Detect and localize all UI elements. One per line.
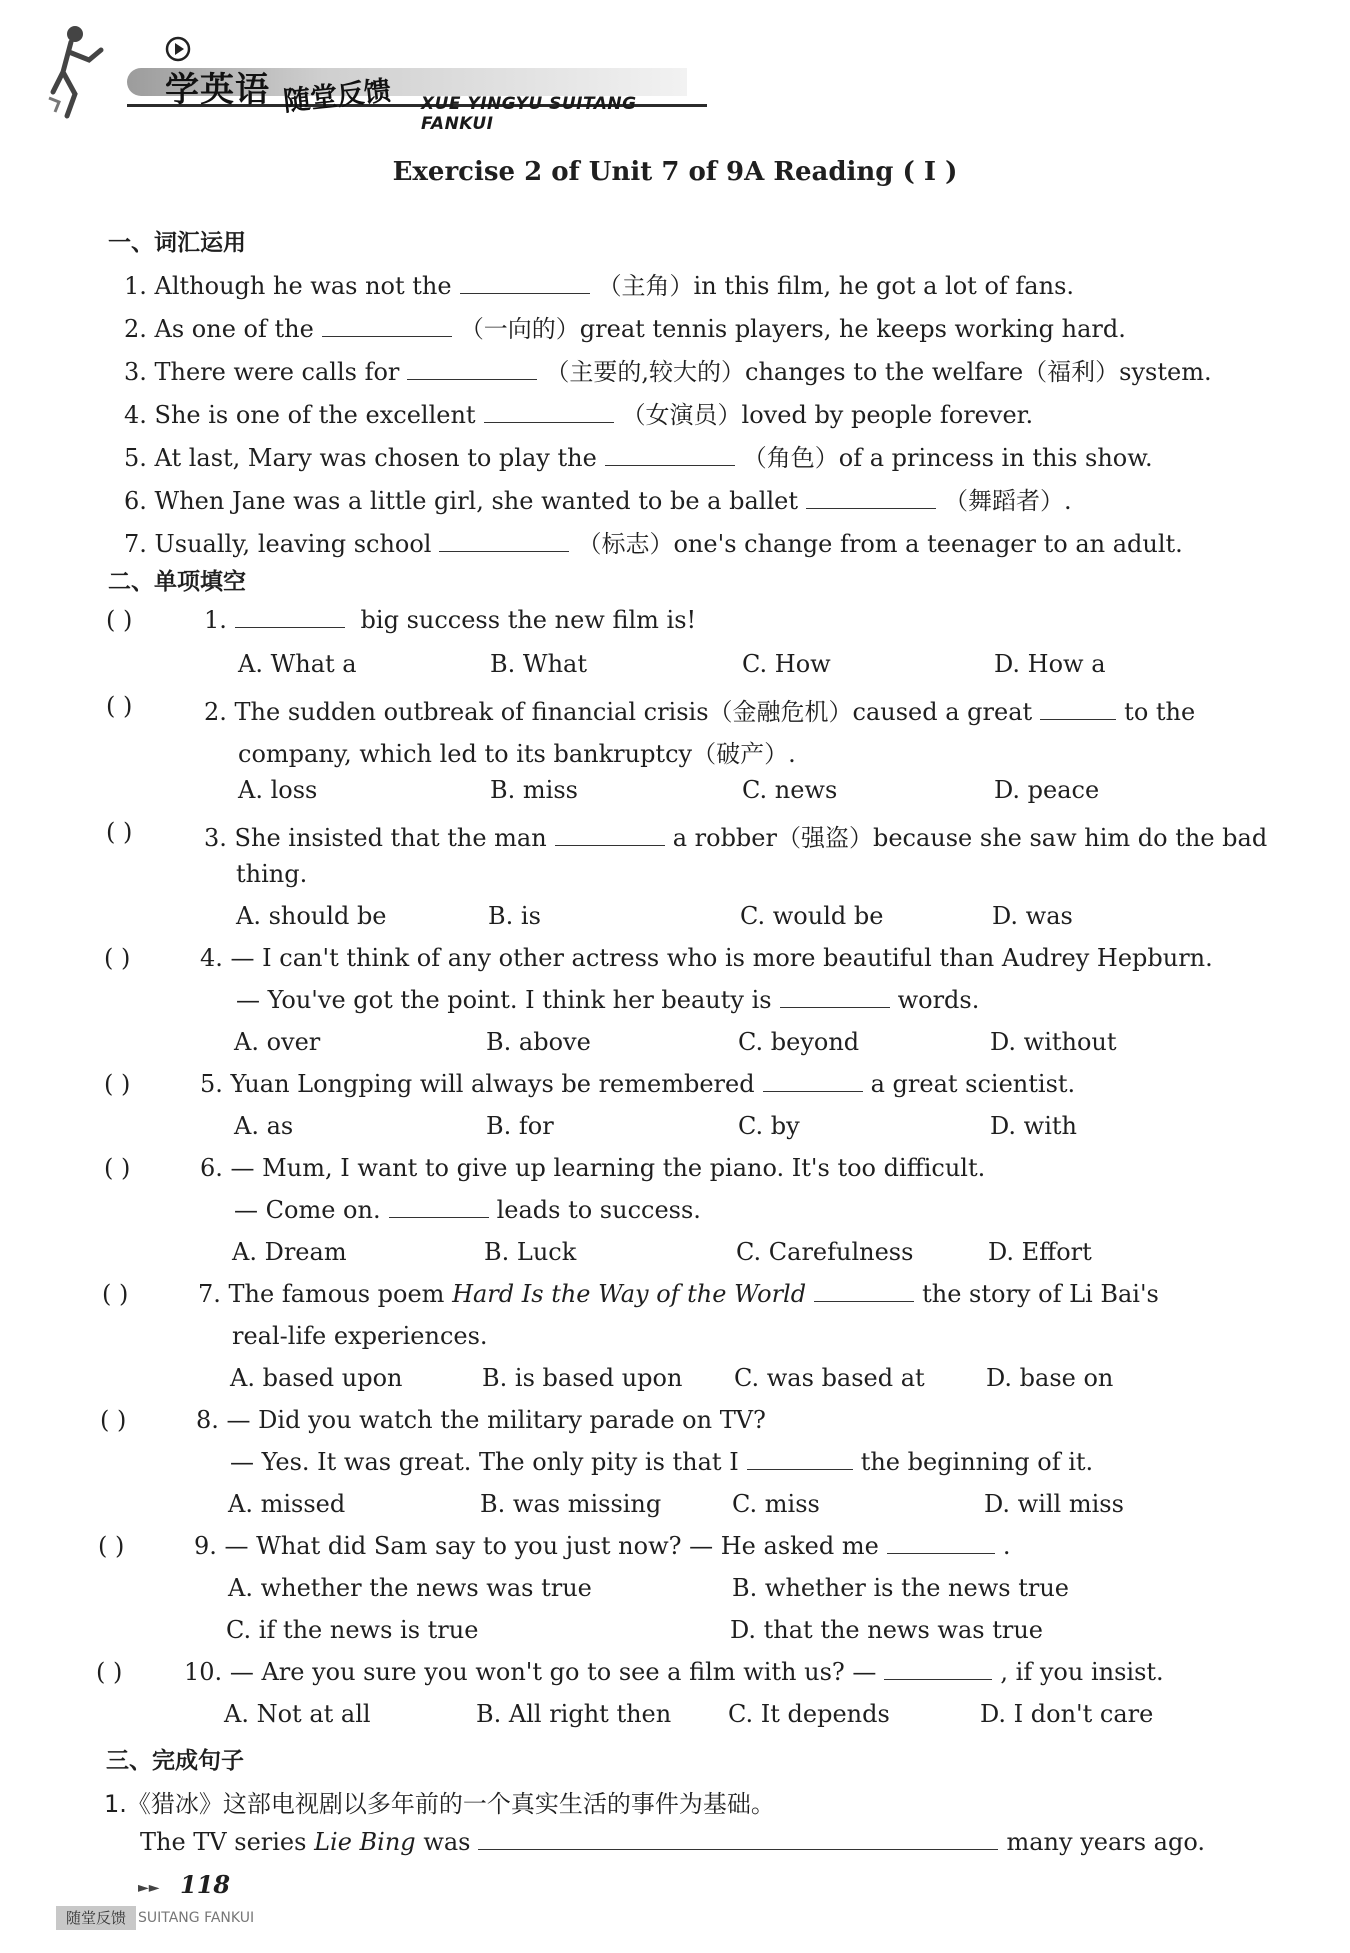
option-c[interactable]: C. if the news is true: [226, 1616, 479, 1644]
vocab-item-2: [124, 309, 1126, 344]
answer-bracket[interactable]: ( ): [104, 1154, 131, 1182]
play-icon: [165, 36, 191, 62]
option-c[interactable]: C. miss: [732, 1490, 820, 1518]
brand-pinyin: XUE YINGYU SUITANG FANKUI: [421, 94, 637, 134]
answer-bracket[interactable]: ( ): [104, 1070, 131, 1098]
question-number: 6.: [200, 1154, 223, 1182]
option-c[interactable]: C. beyond: [738, 1028, 860, 1056]
option-d[interactable]: D. without: [990, 1028, 1117, 1056]
footer-arrows-icon: ►►: [138, 1880, 160, 1896]
page-title: Exercise 2 of Unit 7 of 9A Reading ( Ⅰ ): [392, 157, 958, 187]
vocab-item-6-suffix: （舞蹈者）.: [943, 487, 1072, 515]
answer-blank[interactable]: [407, 378, 537, 380]
vocab-item-6-prefix: 6. When Jane was a little girl, she wanted to be a ballet: [124, 487, 798, 515]
series-title: Lie Bing: [314, 1828, 416, 1856]
option-a[interactable]: A. as: [234, 1112, 294, 1140]
option-d[interactable]: D. that the news was true: [730, 1616, 1043, 1644]
option-b[interactable]: B. Luck: [484, 1238, 577, 1266]
vocab-item-4-suffix: （女演员）loved by people forever.: [621, 401, 1034, 429]
option-d[interactable]: D. How a: [994, 650, 1106, 678]
mc-question-8-continued: [230, 1448, 1093, 1476]
question-number: 9.: [194, 1532, 217, 1560]
answer-blank[interactable]: [806, 507, 936, 509]
option-a[interactable]: A. whether the news was true: [228, 1574, 592, 1602]
option-a[interactable]: A. What a: [238, 650, 357, 678]
mc-question-3: [204, 818, 1267, 853]
option-d[interactable]: D. base on: [986, 1364, 1114, 1392]
option-a[interactable]: A. loss: [238, 776, 318, 804]
option-b[interactable]: B. above: [486, 1028, 591, 1056]
answer-blank[interactable]: [780, 1006, 890, 1008]
question-text: — Did you watch the military parade on TV?: [226, 1406, 766, 1434]
page-header: [45, 14, 665, 134]
question-text: — What did Sam say to you just now? — He asked me: [224, 1532, 879, 1560]
sentence-start: The TV series: [140, 1828, 307, 1856]
answer-blank[interactable]: [235, 626, 345, 628]
question-text: — I can't think of any other actress who is more beautiful than Audrey Hepburn.: [230, 944, 1213, 972]
vocab-item-5-prefix: 5. At last, Mary was chosen to play the: [124, 444, 597, 472]
question-text: big success the new film is!: [352, 606, 697, 634]
section-2-heading: 二、单项填空: [108, 569, 246, 595]
footer-pinyin: SUITANG FANKUI: [138, 1910, 255, 1926]
question-text: — Yes. It was great. The only pity is that I: [230, 1448, 739, 1476]
sentence-end: many years ago.: [1006, 1828, 1206, 1856]
option-c[interactable]: C. would be: [740, 902, 884, 930]
question-text: She insisted that the man: [234, 824, 547, 852]
option-b[interactable]: B. miss: [490, 776, 578, 804]
option-c[interactable]: C. Carefulness: [736, 1238, 914, 1266]
mc-question-5: [200, 1070, 1075, 1098]
option-d[interactable]: D. peace: [994, 776, 1100, 804]
vocab-item-4-prefix: 4. She is one of the excellent: [124, 401, 476, 429]
option-a[interactable]: A. based upon: [230, 1364, 403, 1392]
answer-blank[interactable]: [814, 1300, 914, 1302]
option-b[interactable]: B. All right then: [476, 1700, 672, 1728]
answer-blank[interactable]: [1040, 718, 1116, 720]
question-text-end: the story of Li Bai's: [922, 1280, 1159, 1308]
answer-blank[interactable]: [887, 1552, 995, 1554]
option-d[interactable]: D. Effort: [988, 1238, 1092, 1266]
mc-question-7: [198, 1280, 1159, 1308]
answer-bracket[interactable]: ( ): [106, 692, 133, 720]
question-number: 4.: [200, 944, 223, 972]
brand-subtitle: 随堂反馈: [281, 75, 393, 118]
answer-bracket[interactable]: ( ): [104, 944, 131, 972]
question-text-end: the beginning of it.: [860, 1448, 1094, 1476]
question-text-end: , if you insist.: [1000, 1658, 1164, 1686]
vocab-item-5: [124, 438, 1153, 473]
option-c[interactable]: C. by: [738, 1112, 800, 1140]
vocab-item-2-prefix: 2. As one of the: [124, 315, 314, 343]
vocab-item-7: [124, 524, 1183, 559]
vocab-item-4: [124, 395, 1033, 430]
vocab-item-1-prefix: 1. Although he was not the: [124, 272, 452, 300]
translation-item-1-chinese: 1.《猎冰》这部电视剧以多年前的一个真实生活的事件为基础。: [104, 1790, 775, 1818]
vocab-item-7-suffix: （标志）one's change from a teenager to an adult.: [577, 530, 1183, 558]
mc-question-6-continued: [234, 1196, 701, 1224]
question-number: 7.: [198, 1280, 221, 1308]
vocab-item-3-prefix: 3. There were calls for: [124, 358, 400, 386]
vocab-item-6: [124, 481, 1072, 516]
answer-bracket[interactable]: ( ): [102, 1280, 129, 1308]
poem-title: Hard Is the Way of the World: [452, 1280, 807, 1308]
mc-question-1: [204, 606, 696, 634]
option-a[interactable]: A. Not at all: [224, 1700, 371, 1728]
answer-blank[interactable]: [460, 292, 590, 294]
option-c[interactable]: C. news: [742, 776, 838, 804]
option-c[interactable]: C. How: [742, 650, 831, 678]
mc-question-8: [196, 1406, 766, 1434]
question-number: 10.: [184, 1658, 223, 1686]
answer-bracket[interactable]: ( ): [96, 1658, 123, 1686]
answer-blank[interactable]: [484, 421, 614, 423]
option-a[interactable]: A. missed: [228, 1490, 346, 1518]
option-c[interactable]: C. It depends: [728, 1700, 890, 1728]
question-text-end: words.: [897, 986, 980, 1014]
question-number: 8.: [196, 1406, 219, 1434]
vocab-item-7-prefix: 7. Usually, leaving school: [124, 530, 432, 558]
question-text-end: a great scientist.: [870, 1070, 1076, 1098]
mc-question-4-continued: [236, 986, 979, 1014]
question-text-end: to the: [1124, 698, 1196, 726]
answer-blank[interactable]: [389, 1216, 489, 1218]
section-3-heading: 三、完成句子: [106, 1748, 244, 1774]
answer-blank[interactable]: [884, 1678, 992, 1680]
answer-bracket[interactable]: ( ): [98, 1532, 125, 1560]
answer-blank[interactable]: [322, 335, 452, 337]
question-text: The sudden outbreak of financial crisis（金融危机）caused a great: [234, 698, 1033, 726]
option-a[interactable]: A. Dream: [232, 1238, 347, 1266]
sentence-verb: was: [423, 1828, 471, 1856]
page-number: 118: [180, 1870, 231, 1899]
question-text-end: a robber（强盗）because she saw him do the bad: [672, 824, 1268, 852]
question-text: The famous poem: [228, 1280, 445, 1308]
translation-item-1-english: [140, 1828, 1205, 1856]
answer-bracket[interactable]: ( ): [106, 818, 133, 846]
vocab-item-5-suffix: （角色）of a princess in this show.: [742, 444, 1153, 472]
option-b[interactable]: B. What: [490, 650, 587, 678]
mc-question-3-continued: thing.: [236, 860, 308, 888]
option-b[interactable]: B. was missing: [480, 1490, 662, 1518]
question-text-end: leads to success.: [496, 1196, 701, 1224]
vocab-item-1-suffix: （主角）in this film, he got a lot of fans.: [597, 272, 1075, 300]
vocab-item-3-suffix: （主要的,较大的）changes to the welfare（福利）system.: [545, 358, 1212, 386]
answer-blank[interactable]: [763, 1090, 863, 1092]
answer-blank[interactable]: [478, 1848, 998, 1850]
question-text: — Are you sure you won't go to see a film with us? —: [229, 1658, 877, 1686]
option-b[interactable]: B. for: [486, 1112, 554, 1140]
mc-question-4: [200, 944, 1213, 972]
mc-question-10: [184, 1658, 1164, 1686]
question-number: 5.: [200, 1070, 223, 1098]
option-b[interactable]: B. whether is the news true: [732, 1574, 1069, 1602]
option-d[interactable]: D. with: [990, 1112, 1077, 1140]
runner-figure-icon: [45, 20, 127, 120]
question-text: — You've got the point. I think her beauty is: [236, 986, 772, 1014]
mc-question-2: [204, 692, 1195, 727]
answer-blank[interactable]: [555, 844, 665, 846]
option-d[interactable]: D. I don't care: [980, 1700, 1154, 1728]
option-b[interactable]: B. is based upon: [482, 1364, 683, 1392]
vocab-item-2-suffix: （一向的）great tennis players, he keeps working hard.: [459, 315, 1126, 343]
vocab-item-3: [124, 352, 1212, 387]
option-d[interactable]: D. was: [992, 902, 1073, 930]
question-text-end: .: [1002, 1532, 1011, 1560]
question-text: — Mum, I want to give up learning the piano. It's too difficult.: [230, 1154, 986, 1182]
option-a[interactable]: A. over: [234, 1028, 321, 1056]
question-number: 2.: [204, 698, 227, 726]
answer-blank[interactable]: [747, 1468, 853, 1470]
question-text: — Come on.: [234, 1196, 381, 1224]
brand-title: 学英语: [165, 70, 270, 110]
mc-question-2-continued: company, which led to its bankruptcy（破产）.: [238, 740, 796, 768]
question-text: Yuan Longping will always be remembered: [230, 1070, 755, 1098]
section-1-heading: 一、词汇运用: [108, 230, 246, 256]
answer-bracket[interactable]: ( ): [100, 1406, 127, 1434]
option-a[interactable]: A. should be: [236, 902, 387, 930]
option-d[interactable]: D. will miss: [984, 1490, 1124, 1518]
question-number: 3.: [204, 824, 227, 852]
mc-question-9: [194, 1532, 1010, 1560]
vocab-item-1: [124, 266, 1074, 301]
mc-question-7-continued: real-life experiences.: [232, 1322, 488, 1350]
option-b[interactable]: B. is: [488, 902, 541, 930]
footer-badge: 随堂反馈: [56, 1906, 136, 1930]
mc-question-6: [200, 1154, 985, 1182]
question-number: 1.: [204, 606, 227, 634]
answer-bracket[interactable]: ( ): [106, 606, 133, 634]
answer-blank[interactable]: [439, 550, 569, 552]
answer-blank[interactable]: [605, 464, 735, 466]
option-c[interactable]: C. was based at: [734, 1364, 925, 1392]
